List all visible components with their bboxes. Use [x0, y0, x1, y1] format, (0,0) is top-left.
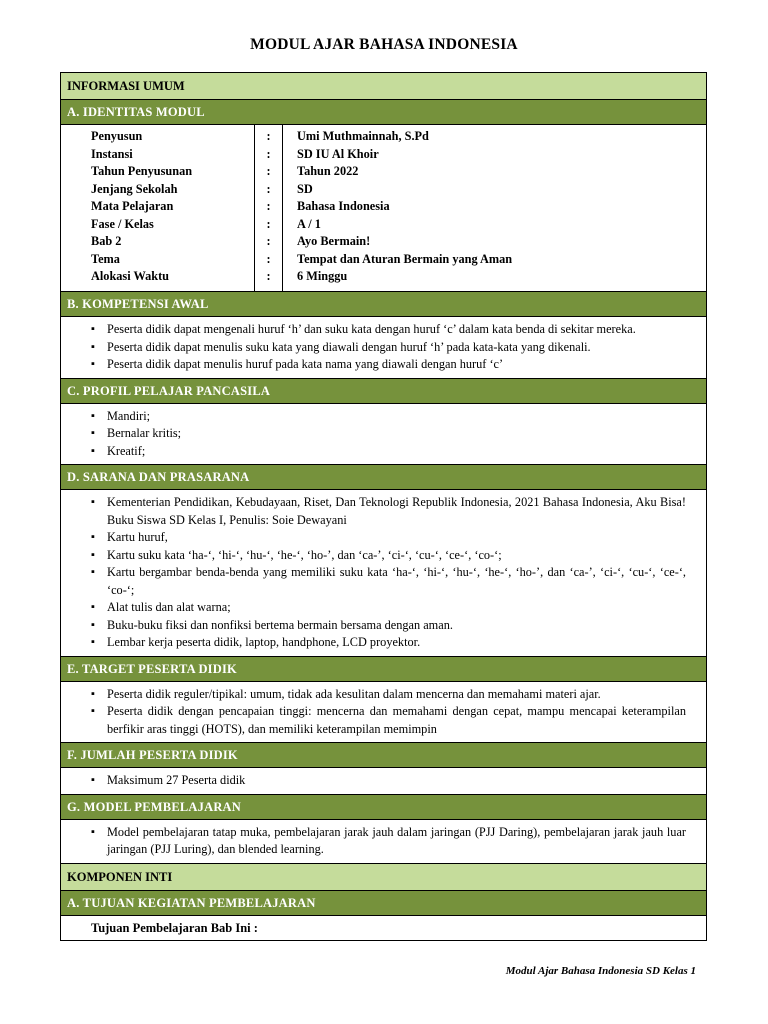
identitas-label: Instansi	[91, 146, 133, 161]
identitas-value: SD IU Al Khoir	[297, 146, 379, 161]
section-komponen-inti: KOMPONEN INTI	[61, 864, 706, 891]
list-item: ▪ Buku-buku fiksi dan nonfiksi bertema bermain bersama dengan aman.	[91, 617, 686, 635]
identitas-label: Tema	[91, 251, 120, 266]
section-jumlah-header: F. JUMLAH PESERTA DIDIK	[61, 743, 706, 768]
page-footer: Modul Ajar Bahasa Indonesia SD Kelas 1	[505, 965, 696, 977]
tujuan-label: Tujuan Pembelajaran Bab Ini :	[91, 920, 258, 935]
module-table	[60, 72, 707, 941]
identitas-label: Jenjang Sekolah	[91, 181, 178, 196]
identitas-separators	[254, 125, 283, 291]
identitas-label: Alokasi Waktu	[91, 269, 170, 283]
identitas-colon: :	[266, 269, 271, 283]
identitas-colon: :	[266, 181, 271, 196]
section-model-header: G. MODEL PEMBELAJARAN	[61, 795, 706, 820]
identitas-colon: :	[266, 199, 271, 213]
section-tujuan-header: A. TUJUAN KEGIATAN PEMBELAJARAN	[61, 891, 706, 916]
list-item: ▪ Kartu bergambar benda-benda yang memiliki suku kata ‘ha-‘, ‘hi-‘, ‘hu-‘, ‘he-‘, ‘ho-’, dan ‘ca-’, ‘ci-‘, ‘cu-‘, ‘ce-‘, ‘co-‘;	[91, 564, 686, 599]
identitas-label: Mata Pelajaran	[91, 199, 174, 213]
identitas-value: Ayo Bermain!	[297, 234, 371, 248]
page-title: MODUL AJAR BAHASA INDONESIA	[250, 36, 518, 53]
list-item: ▪ Model pembelajaran tatap muka, pembelajaran jarak jauh dalam jaringan (PJJ Daring), pembelajaran jarak jauh luar jaringan (PJJ Luring), dan blended learning.	[91, 824, 686, 859]
list-item: ▪ Kementerian Pendidikan, Kebudayaan, Riset, Dan Teknologi Republik Indonesia, 2021 Bahasa Indonesia, Aku Bisa! Buku Siswa SD Kelas I, Penulis: Soie Dewayani	[91, 494, 686, 529]
list-item: ▪ Kreatif;	[91, 443, 686, 461]
identitas-value: Umi Muthmainnah, S.Pd	[297, 129, 429, 143]
list-item: ▪ Peserta didik dapat menulis suku kata yang diawali dengan huruf ‘h’ pada kata-kata yang dikenali.	[91, 339, 686, 357]
list-item: ▪ Lembar kerja peserta didik, laptop, handphone, LCD proyektor.	[91, 634, 686, 652]
identitas-colon: :	[266, 251, 271, 266]
section-informasi-umum: INFORMASI UMUM	[61, 73, 706, 100]
identitas-table	[61, 125, 706, 292]
profil-content	[61, 404, 706, 466]
identitas-values	[283, 125, 706, 291]
identitas-value: Tempat dan Aturan Bermain yang Aman	[297, 251, 513, 266]
list-item: ▪ Kartu suku kata ‘ha-‘, ‘hi-‘, ‘hu-‘, ‘he-‘, ‘ho-’, dan ‘ca-’, ‘ci-‘, ‘cu-‘, ‘ce-‘, ‘co-‘;	[91, 547, 686, 565]
section-target-header: E. TARGET PESERTA DIDIK	[61, 657, 706, 682]
identitas-value: SD	[297, 181, 313, 196]
identitas-colon: :	[266, 164, 271, 178]
list-item: ▪ Peserta didik dapat menulis huruf pada kata nama yang diawali dengan huruf ‘c’	[91, 356, 686, 374]
jumlah-content	[61, 768, 706, 795]
list-item: ▪ Peserta didik reguler/tipikal: umum, tidak ada kesulitan dalam mencerna dan memahami materi ajar.	[91, 686, 686, 704]
section-identitas-header: A. IDENTITAS MODUL	[61, 100, 706, 125]
list-item: ▪ Maksimum 27 Peserta didik	[91, 772, 686, 790]
identitas-label: Penyusun	[91, 129, 143, 143]
identitas-labels	[61, 125, 254, 291]
list-item: ▪ Alat tulis dan alat warna;	[91, 599, 686, 617]
model-content	[61, 820, 706, 864]
identitas-label: Tahun Penyusunan	[91, 164, 193, 178]
identitas-value: 6 Minggu	[297, 269, 348, 283]
sarana-content	[61, 490, 706, 657]
list-item: ▪ Mandiri;	[91, 408, 686, 426]
list-item: ▪ Kartu huruf,	[91, 529, 686, 547]
target-content	[61, 682, 706, 744]
identitas-colon: :	[266, 234, 271, 248]
list-item: ▪ Peserta didik dapat mengenali huruf ‘h’ dan suku kata dengan huruf ‘c’ dalam kata benda di sekitar mereka.	[91, 321, 686, 339]
section-sarana-header: D. SARANA DAN PRASARANA	[61, 465, 706, 490]
identitas-value: Tahun 2022	[297, 164, 359, 178]
identitas-label: Fase / Kelas	[91, 216, 154, 231]
section-profil-header: C. PROFIL PELAJAR PANCASILA	[61, 379, 706, 404]
section-kompetensi-header: B. KOMPETENSI AWAL	[61, 292, 706, 317]
list-item: ▪ Peserta didik dengan pencapaian tinggi: mencerna dan memahami dengan cepat, mampu mencapai keterampilan berfikir aras tinggi (HOTS), dan memiliki keterampilan memimpin	[91, 703, 686, 738]
kompetensi-content	[61, 317, 706, 379]
identitas-colon: :	[266, 129, 271, 143]
identitas-value: Bahasa Indonesia	[297, 199, 390, 213]
identitas-label: Bab 2	[91, 234, 122, 248]
list-item: ▪ Bernalar kritis;	[91, 425, 686, 443]
identitas-value: A / 1	[297, 216, 321, 231]
identitas-colon: :	[266, 216, 271, 231]
identitas-colon: :	[266, 146, 271, 161]
